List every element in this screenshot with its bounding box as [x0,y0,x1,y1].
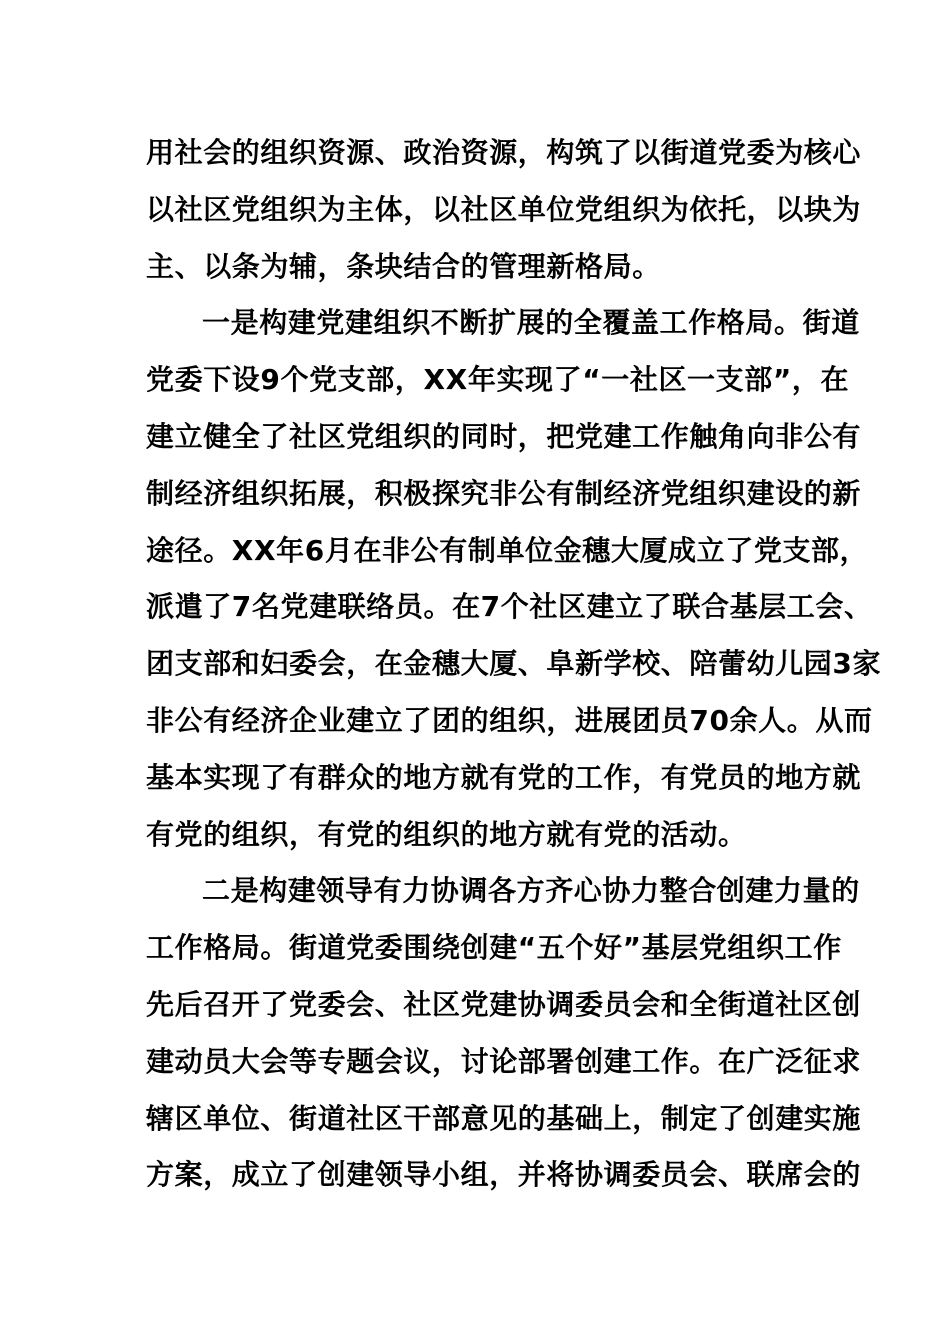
text-line: 团支部和妇委会，在金穗大厦、阜新学校、陪蕾幼儿园3家 [146,647,882,681]
text-line: 途径。XX年6月在非公有制单位金穗大厦成立了党支部， [146,533,869,567]
text-line: 方案，成立了创建领导小组，并将协调委员会、联席会的 [146,1158,862,1192]
text-line: 主、以条为辅，条块结合的管理新格局。 [146,249,661,283]
text-line: 派遣了7名党建联络员。在7个社区建立了联合基层工会、 [146,590,873,624]
paragraph-first-line: 一是构建党建组织不断扩展的全覆盖工作格局。街道 [202,306,860,340]
paragraph-first-line: 二是构建领导有力协调各方齐心协力整合创建力量的 [202,874,860,908]
text-line: 有党的组织，有党的组织的地方就有党的活动。 [146,817,747,851]
text-line: 先后召开了党委会、社区党建协调委员会和全街道社区创 [146,987,862,1021]
text-line: 工作格局。街道党委围绕创建“五个好”基层党组织工作 [146,931,842,965]
document-body [146,125,882,1204]
text-line: 建动员大会等专题会议，讨论部署创建工作。在广泛征求 [146,1044,862,1078]
text-line: 基本实现了有群众的地方就有党的工作，有党员的地方就 [146,760,862,794]
text-line: 建立健全了社区党组织的同时，把党建工作触角向非公有 [146,419,862,453]
text-line: 以社区党组织为主体，以社区单位党组织为依托，以块为 [146,192,862,226]
text-line: 非公有经济企业建立了团的组织，进展团员70余人。从而 [146,703,873,737]
text-line: 用社会的组织资源、政治资源，构筑了以街道党委为核心 [146,136,862,169]
text-line: 党委下设9个党支部，XX年实现了“一社区一支部”，在 [146,363,850,397]
text-line: 辖区单位、街道社区干部意见的基础上，制定了创建实施 [146,1101,862,1135]
text-line: 制经济组织拓展，积极探究非公有制经济党组织建设的新 [146,476,862,510]
